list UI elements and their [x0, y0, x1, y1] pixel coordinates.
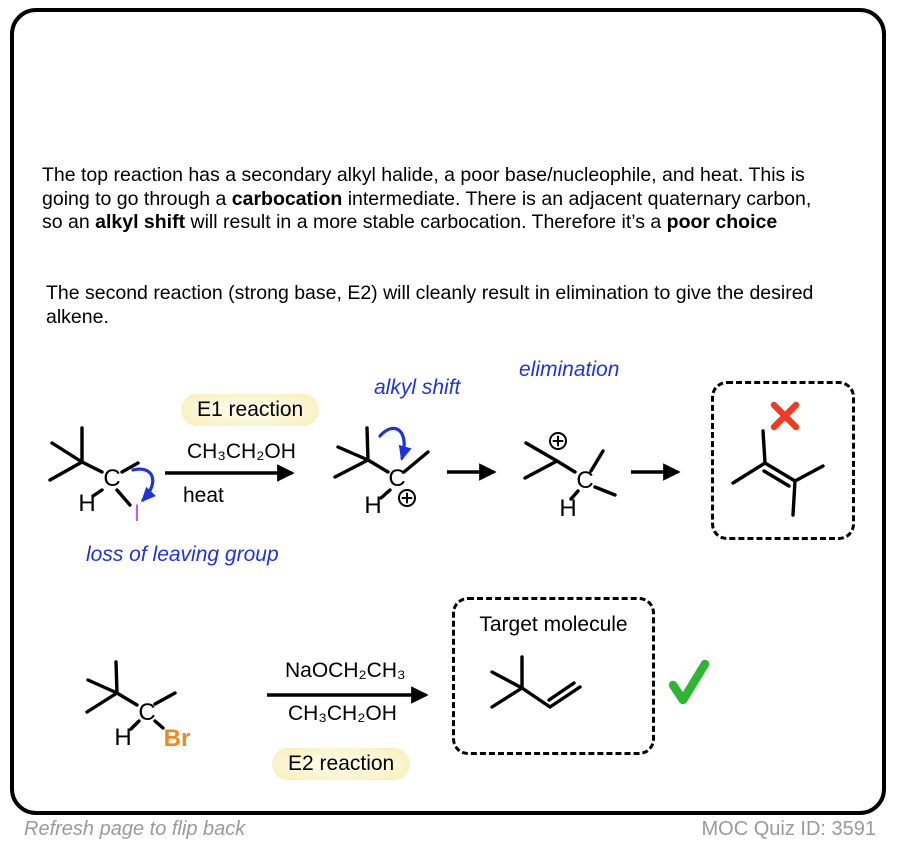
curved-arrow-alkyl-shift	[380, 428, 404, 458]
explanation-text: The top reaction has a secondary alkyl halide, a poor base/nucleophile, and heat. This is going to go through a	[42, 164, 805, 210]
curved-arrow-loss-of-leaving-group	[133, 469, 153, 500]
hydrogen-label: H	[114, 724, 132, 751]
tertiary-carbocation-structure	[505, 425, 635, 525]
explanation-bold-poor-choice: poor choice	[666, 211, 778, 233]
hydrogen-label: H	[78, 490, 96, 517]
secondary-carbocation-structure	[332, 420, 452, 530]
carbon-label: C	[103, 465, 121, 492]
correct-check-icon	[666, 658, 712, 708]
alkyl-shift-label: alkyl shift	[374, 376, 461, 399]
carbon-label: C	[388, 465, 406, 492]
elimination-label: elimination	[519, 358, 620, 381]
e2-reaction-badge: E2 reaction	[272, 748, 410, 780]
e2-solvent-formula: CH₃CH₂OH	[288, 702, 397, 725]
hydrogen-label: H	[364, 492, 382, 519]
footer-flip-hint: Refresh page to flip back	[24, 818, 246, 840]
iodine-label: I	[133, 500, 141, 527]
explanation-paragraph-1	[42, 164, 832, 235]
explanation-bold-carbocation: carbocation	[231, 187, 343, 210]
explanation-text: will result in a more stable carbocation. Therefore it’s a	[185, 211, 667, 233]
e1-heat-condition: heat	[183, 484, 224, 507]
hydrogen-label: H	[559, 495, 577, 522]
e2-base-formula: NaOCH₂CH₃	[285, 659, 406, 682]
tetrasubstituted-alkene-structure	[725, 418, 845, 530]
substrate-bromide-structure	[78, 648, 218, 758]
explanation-bold-alkyl-shift: alkyl shift	[95, 211, 186, 233]
e1-solvent-formula: CH₃CH₂OH	[187, 440, 296, 463]
explanation-paragraph-2: The second reaction (strong base, E2) will cleanly result in elimination to give the desired alkene.	[46, 282, 814, 328]
plus-charge-icon	[399, 490, 415, 506]
footer-quiz-id: MOC Quiz ID: 3591	[701, 818, 876, 840]
target-alkene-structure	[470, 640, 630, 750]
carbon-label: C	[138, 699, 156, 726]
carbon-label: C	[576, 467, 594, 494]
explanation-text: intermediate. There is an adjacent quaternary carbon, so an	[42, 187, 812, 233]
reaction-arrow-3	[630, 463, 700, 481]
loss-of-leaving-group-label: loss of leaving group	[86, 543, 279, 566]
plus-charge-icon	[550, 433, 566, 449]
e1-reaction-badge: E1 reaction	[181, 394, 319, 426]
target-molecule-label: Target molecule	[479, 613, 628, 636]
bromine-label: Br	[163, 725, 191, 752]
